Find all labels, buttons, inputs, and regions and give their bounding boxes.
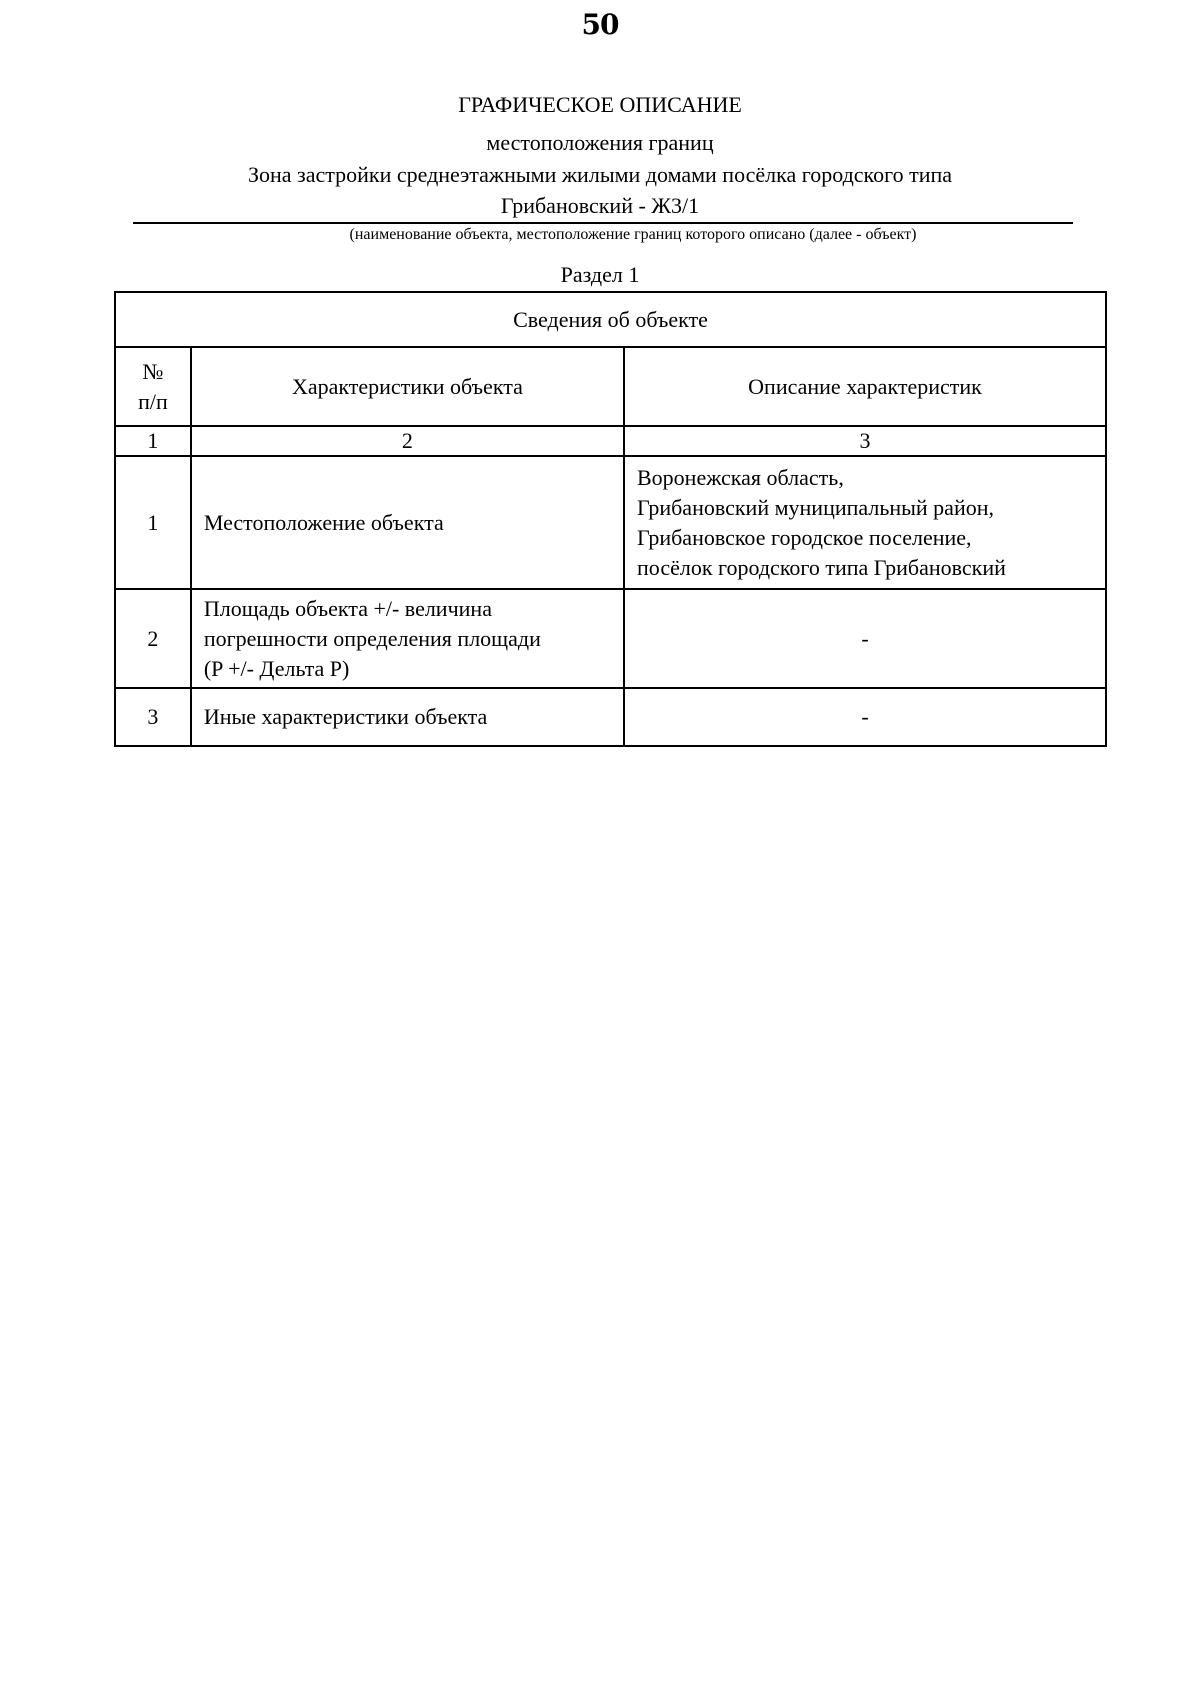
row-number: 2 <box>115 589 191 688</box>
document-title: ГРАФИЧЕСКОЕ ОПИСАНИЕ <box>458 92 742 117</box>
column-number-row <box>115 426 1106 456</box>
document-subtitle: местоположения границ <box>486 130 714 155</box>
row-description <box>624 456 1106 589</box>
description-line: Грибановский муниципальный район, <box>637 494 994 520</box>
header-number <box>115 347 191 426</box>
characteristic-line: Местоположение объекта <box>203 509 444 535</box>
table-row <box>115 688 1106 746</box>
object-info-table <box>114 291 1107 747</box>
object-name-underline <box>133 222 1073 224</box>
table-row <box>115 589 1106 688</box>
characteristic-line: Площадь объекта +/- величина <box>203 595 492 621</box>
description-line: Грибановское городское поселение, <box>637 524 972 550</box>
object-name-line-1: Зона застройки среднеэтажными жилыми домами посёлка городского типа <box>247 162 953 187</box>
column-number: 3 <box>624 426 1106 456</box>
column-number: 2 <box>191 426 624 456</box>
row-number: 1 <box>115 456 191 589</box>
row-characteristic <box>191 456 624 589</box>
row-description: - <box>624 688 1106 746</box>
table-caption-row <box>115 292 1106 347</box>
object-caption: (наименование объекта, местоположение границ которого описано (далее - объект) <box>349 226 917 243</box>
row-description: - <box>624 589 1106 688</box>
column-number: 1 <box>115 426 191 456</box>
characteristic-line: (P +/- Дельта P) <box>203 655 350 681</box>
header-description: Описание характеристик <box>624 347 1106 426</box>
object-name-line-2: Грибановский - Ж3/1 <box>500 193 700 218</box>
table-header-row <box>115 347 1106 426</box>
header-number-abbrev: п/п <box>138 388 168 414</box>
row-number: 3 <box>115 688 191 746</box>
description-line: посёлок городского типа Грибановский <box>637 554 1006 580</box>
row-characteristic: Иные характеристики объекта <box>191 688 624 746</box>
description-line: Воронежская область, <box>637 464 844 490</box>
table-caption: Сведения об объекте <box>115 292 1106 347</box>
characteristic-line: погрешности определения площади <box>203 625 541 651</box>
header-number-symbol: № <box>142 358 164 384</box>
row-characteristic <box>191 589 624 688</box>
table-row <box>115 456 1106 589</box>
page-number: 50 <box>581 8 619 41</box>
section-label: Раздел 1 <box>560 262 640 287</box>
header-characteristics: Характеристики объекта <box>191 347 624 426</box>
